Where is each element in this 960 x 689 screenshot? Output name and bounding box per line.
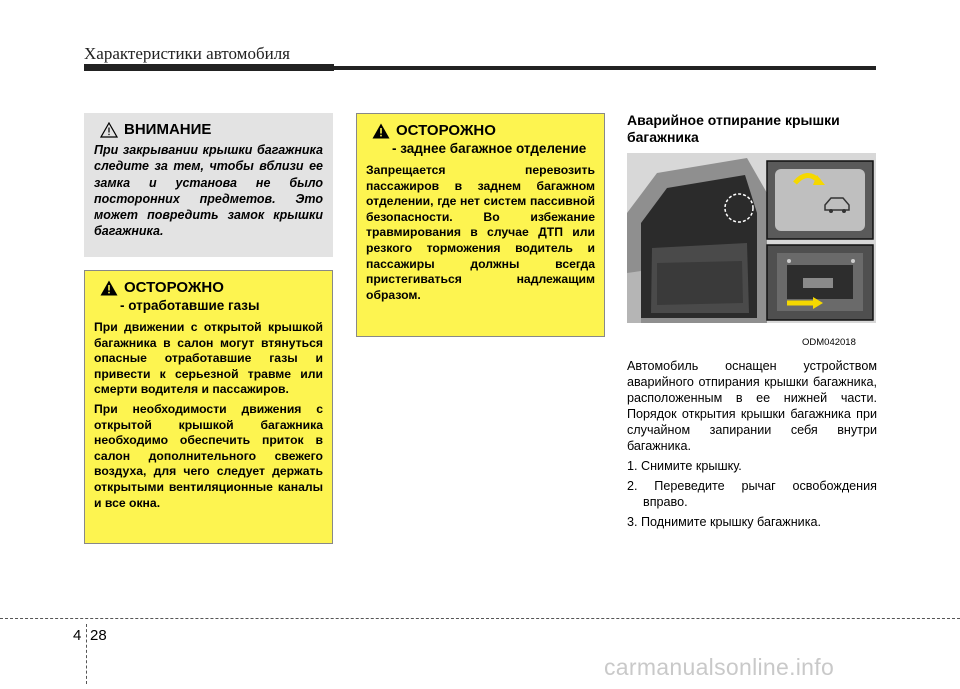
step-item: 3. Поднимите крышку багажника.: [627, 515, 822, 529]
page-header-title: Характеристики автомобиля: [84, 44, 290, 63]
trunk-photo-graphic: [627, 153, 876, 323]
warning-icon: [372, 123, 390, 139]
image-caption: ODM042018: [802, 337, 856, 348]
page-number: 28: [90, 627, 107, 644]
warning-heading: [100, 279, 323, 296]
warning-heading-text: ОСТОРОЖНО: [396, 122, 496, 139]
section-body: [627, 358, 877, 530]
warning-paragraph: Запрещается перевозить пассажиров в заднем багажном отделении, где нет систем пассивной безопасности. Во избежание травмирования в случае ДТП или резкого торможения водитель и пассажиры должны всегда пристегиваться надлежащим образом.: [366, 163, 595, 302]
attention-heading-text: ВНИМАНИЕ: [124, 121, 212, 138]
warning-paragraph: При движении с открытой крышкой багажника в салон могут втянуться опасные отработавшие газы и привести к серьезной травме или смерти водителя и пассажиров.: [94, 320, 323, 397]
warning-box-cargo: [356, 113, 605, 337]
warning-heading: [372, 122, 595, 139]
step-item: 2. Переведите рычаг освобождения вправо.: [627, 479, 877, 509]
attention-box: [84, 113, 333, 257]
step-item: 1. Снимите крышку.: [627, 459, 742, 473]
header-rule-accent: [84, 64, 334, 71]
warning-icon: [100, 280, 118, 296]
watermark: carmanualsonline.info: [604, 654, 835, 680]
section-title: Аварийное отпирание крышки багажника: [627, 112, 840, 145]
warning-subheading: - отработавшие газы: [120, 298, 260, 313]
section-intro: Автомобиль оснащен устройством аварийного отпирания крышки багажника, расположенным в ее нижней части. Порядок открытия крышки багажника при случайном запирании себя внутри багажника.: [627, 359, 877, 453]
attention-text: При закрывании крышки багажника следите за тем, чтобы вблизи ее замка и установа не было посторонних предметов. Это может повредить замок крышки багажника.: [94, 143, 323, 239]
warning-subheading: - заднее багажное отделение: [392, 141, 587, 156]
warning-heading-text: ОСТОРОЖНО: [124, 279, 224, 296]
trunk-release-illustration: [627, 153, 876, 323]
caution-outline-icon: [100, 122, 118, 138]
footer-vertical-divider: [86, 624, 88, 684]
chapter-number: 4: [73, 627, 82, 644]
warning-box-exhaust: [84, 270, 333, 544]
attention-heading: [100, 121, 323, 138]
footer-divider: [0, 618, 960, 619]
warning-paragraph: При необходимости движения с открытой крышкой багажника необходимо обеспечить приток в салон дополнительного свежего воздуха, для чего следует держать открытыми вентиляционные каналы и все окна.: [94, 401, 323, 510]
